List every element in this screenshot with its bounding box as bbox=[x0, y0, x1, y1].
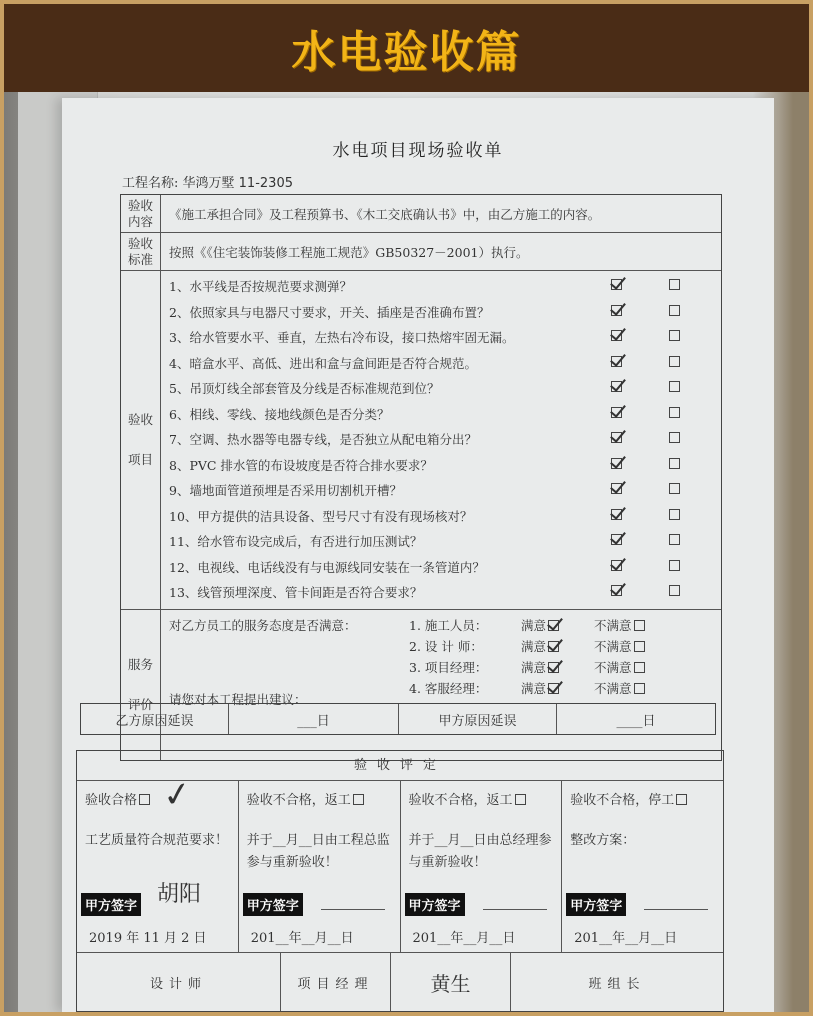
yes-option[interactable] bbox=[609, 456, 622, 471]
sign-label-3: 甲方签字 bbox=[405, 893, 465, 916]
service-label-2: 评价 bbox=[127, 697, 153, 712]
date-blank-4: 201__年__月__日 bbox=[574, 931, 678, 946]
no-option[interactable] bbox=[667, 507, 680, 522]
unsatisfied-option[interactable] bbox=[594, 679, 645, 697]
date-blank-2: 201__年__月__日 bbox=[250, 931, 354, 946]
fail-stop-column bbox=[562, 781, 723, 952]
fail-stop-text: 整改方案： bbox=[570, 833, 636, 848]
service-label bbox=[121, 610, 161, 760]
inspection-item-text: 6、相线、零线、接地线颜色是否分类？ bbox=[169, 406, 390, 422]
inspection-item bbox=[169, 430, 729, 449]
fail-stop-checkbox[interactable] bbox=[676, 794, 687, 805]
yes-checkbox[interactable] bbox=[611, 305, 622, 316]
inspection-item bbox=[169, 507, 729, 526]
unsatisfied-option[interactable] bbox=[594, 616, 645, 634]
satisfied-option[interactable] bbox=[521, 637, 559, 655]
staff-name: 4. 客服经理： bbox=[409, 681, 488, 696]
unsatisfied-checkbox[interactable] bbox=[634, 683, 645, 694]
unsatisfied-checkbox[interactable] bbox=[634, 641, 645, 652]
unsatisfied-label: 不满意 bbox=[594, 681, 632, 696]
delay-row bbox=[80, 703, 716, 735]
yes-checkbox[interactable] bbox=[611, 534, 622, 545]
inspection-item-text: 1、水平线是否按规范要求测弹？ bbox=[169, 279, 352, 294]
pass-check-mark: ✓ bbox=[160, 773, 195, 817]
inspection-item-text: 8、PVC 排水管的布设坡度是否符合排水要求？ bbox=[169, 457, 433, 473]
sign-line-2 bbox=[321, 909, 385, 910]
fail-rework-column-1 bbox=[239, 781, 401, 952]
pass-text: 工艺质量符合规范要求！ bbox=[85, 833, 229, 848]
banner bbox=[4, 4, 809, 92]
service-label-1: 服务 bbox=[127, 657, 153, 672]
fail-stop-label: 验收不合格，停工 bbox=[570, 793, 675, 808]
pass-heading bbox=[85, 789, 230, 808]
unsatisfied-label: 不满意 bbox=[594, 618, 632, 633]
yes-checkbox[interactable] bbox=[611, 381, 622, 392]
date-blank-3: 201__年__月__日 bbox=[412, 931, 516, 946]
standard-text: 按照《《住宅装饰装修工程施工规范》GB50327－2001）执行。 bbox=[169, 244, 529, 260]
satisfied-label: 满意 bbox=[521, 660, 547, 675]
inspection-item bbox=[169, 354, 729, 373]
designer-label: 设计师 bbox=[77, 953, 281, 1011]
sign-line-4 bbox=[644, 909, 708, 910]
service-staff-row bbox=[409, 637, 699, 657]
no-checkbox[interactable] bbox=[669, 585, 680, 596]
inspection-item bbox=[169, 558, 729, 577]
no-checkbox[interactable] bbox=[669, 432, 680, 443]
service-question: 对乙方员工的服务态度是否满意： bbox=[169, 618, 357, 633]
yes-option[interactable] bbox=[609, 379, 622, 394]
sign-label-2: 甲方签字 bbox=[243, 893, 303, 916]
satisfied-checkbox[interactable] bbox=[548, 683, 559, 694]
unsatisfied-option[interactable] bbox=[594, 637, 645, 655]
pass-column bbox=[77, 773, 239, 952]
party-b-delay-days: ___日 bbox=[229, 704, 399, 734]
acceptance-form bbox=[62, 98, 774, 1012]
no-option[interactable] bbox=[667, 532, 680, 547]
no-checkbox[interactable] bbox=[669, 560, 680, 571]
satisfied-checkbox[interactable] bbox=[548, 641, 559, 652]
satisfied-option[interactable] bbox=[521, 658, 559, 676]
inspection-item-text: 4、暗盒水平、高低、进出和盒与盒间距是否符合规范。 bbox=[169, 355, 477, 371]
no-checkbox[interactable] bbox=[669, 330, 680, 341]
no-checkbox[interactable] bbox=[669, 509, 680, 520]
project-label: 工程名称: bbox=[122, 176, 179, 191]
yes-option[interactable] bbox=[609, 277, 622, 292]
no-option[interactable] bbox=[667, 277, 680, 292]
party-b-delay-label: 乙方原因延误 bbox=[81, 704, 229, 734]
satisfied-label: 满意 bbox=[521, 681, 547, 696]
yes-checkbox[interactable] bbox=[611, 483, 622, 494]
project-value: 华鸿万墅 11-2305 bbox=[182, 176, 293, 191]
unsatisfied-label: 不满意 bbox=[594, 660, 632, 675]
fail-rework-label-1: 验收不合格，返工 bbox=[246, 793, 351, 808]
pm-label: 项目经理 bbox=[281, 953, 391, 1011]
inspection-item-text: 2、依照家具与电器尺寸要求，开关、插座是否准确布置？ bbox=[169, 304, 490, 320]
signoff-footer bbox=[77, 953, 723, 1011]
inspection-item bbox=[169, 456, 729, 475]
service-staff-row bbox=[409, 679, 699, 699]
fail-rework-label-2: 验收不合格，返工 bbox=[408, 793, 513, 808]
satisfied-checkbox[interactable] bbox=[548, 662, 559, 673]
inspection-item bbox=[169, 328, 729, 347]
satisfied-label: 满意 bbox=[521, 618, 547, 633]
fail-rework-column-2 bbox=[401, 781, 563, 952]
date-signed: 2019 年 11 月 2 日 bbox=[89, 931, 207, 946]
yes-option[interactable] bbox=[609, 303, 622, 318]
yes-option[interactable] bbox=[609, 328, 622, 343]
yes-option[interactable] bbox=[609, 583, 622, 598]
project-name-line bbox=[122, 172, 293, 191]
banner-title: 水电验收篇 bbox=[291, 27, 522, 78]
yes-option[interactable] bbox=[609, 558, 622, 573]
items-label bbox=[121, 271, 161, 609]
inspection-item-text: 3、给水管要水平、垂直，左热右冷布设，接口热熔牢固无漏。 bbox=[169, 330, 515, 345]
satisfied-checkbox[interactable] bbox=[548, 620, 559, 631]
no-option[interactable] bbox=[667, 456, 680, 471]
inspection-item bbox=[169, 405, 729, 424]
staff-name: 2. 设 计 师： bbox=[409, 639, 483, 654]
service-row bbox=[121, 610, 721, 760]
party-a-delay-label: 甲方原因延误 bbox=[399, 704, 557, 734]
no-checkbox[interactable] bbox=[669, 483, 680, 494]
content-row bbox=[121, 195, 721, 233]
assessment-title: 验收评定 bbox=[77, 751, 723, 781]
yes-checkbox[interactable] bbox=[611, 585, 622, 596]
fail-rework-heading-1 bbox=[247, 789, 392, 808]
document-photo bbox=[4, 92, 809, 1012]
party-a-delay-days: ____日 bbox=[616, 713, 656, 729]
assessment-table bbox=[76, 750, 724, 1012]
sign-line-3 bbox=[483, 909, 547, 910]
standard-label: 验收标准 bbox=[121, 233, 161, 270]
pm-signature: 黄生 bbox=[391, 953, 511, 1011]
service-evaluation bbox=[161, 610, 721, 760]
inspection-items bbox=[161, 271, 721, 609]
inspection-item bbox=[169, 481, 729, 500]
yes-option[interactable] bbox=[609, 507, 622, 522]
no-option[interactable] bbox=[667, 405, 680, 420]
no-option[interactable] bbox=[667, 303, 680, 318]
no-option[interactable] bbox=[667, 328, 680, 343]
no-option[interactable] bbox=[667, 430, 680, 445]
no-option[interactable] bbox=[667, 379, 680, 394]
yes-checkbox[interactable] bbox=[611, 407, 622, 418]
inspection-item-text: 7、空调、热水器等电器专线，是否独立从配电箱分出？ bbox=[169, 432, 477, 447]
no-checkbox[interactable] bbox=[669, 407, 680, 418]
inspection-item bbox=[169, 583, 729, 602]
staff-name: 1. 施工人员： bbox=[409, 618, 488, 633]
yes-option[interactable] bbox=[609, 481, 622, 496]
team-lead-label: 班组长 bbox=[588, 976, 646, 992]
inspection-item-text: 9、墙地面管道预埋是否采用切割机开槽？ bbox=[169, 483, 402, 498]
inspection-item-text: 11、给水管布设完成后，有否进行加压测试？ bbox=[169, 534, 423, 549]
yes-option[interactable] bbox=[609, 354, 622, 369]
no-option[interactable] bbox=[667, 354, 680, 369]
unsatisfied-checkbox[interactable] bbox=[634, 662, 645, 673]
inspection-table bbox=[120, 194, 722, 761]
no-checkbox[interactable] bbox=[669, 279, 680, 290]
yes-checkbox[interactable] bbox=[611, 330, 622, 341]
no-checkbox[interactable] bbox=[669, 534, 680, 545]
fail-stop-heading bbox=[570, 789, 715, 808]
yes-checkbox[interactable] bbox=[611, 560, 622, 571]
satisfied-option[interactable] bbox=[521, 616, 559, 634]
no-option[interactable] bbox=[667, 558, 680, 573]
inspection-item-text: 5、吊顶灯线全部套管及分线是否标准规范到位？ bbox=[169, 381, 440, 396]
pass-checkbox[interactable] bbox=[139, 794, 150, 805]
content-text: 《施工承担合同》及工程预算书、《木工交底确认书》中，由乙方施工的内容。 bbox=[169, 206, 601, 222]
items-row bbox=[121, 271, 721, 610]
staff-name: 3. 项目经理： bbox=[409, 660, 488, 675]
no-checkbox[interactable] bbox=[669, 356, 680, 367]
client-signature: 胡阳 bbox=[157, 882, 202, 907]
fail-rework-text-1: 并于__月__日由工程总监参与重新验收！ bbox=[246, 833, 390, 870]
content-label: 验收内容 bbox=[121, 195, 161, 232]
no-option[interactable] bbox=[667, 481, 680, 496]
inspection-item-text: 10、甲方提供的洁具设备、型号尺寸有没有现场核对？ bbox=[169, 508, 473, 524]
form-title: 水电项目现场验收单 bbox=[332, 141, 504, 161]
sign-label-4: 甲方签字 bbox=[566, 893, 626, 916]
unsatisfied-checkbox[interactable] bbox=[634, 620, 645, 631]
yes-checkbox[interactable] bbox=[611, 432, 622, 443]
service-staff-row bbox=[409, 616, 699, 636]
fail-rework-checkbox-2[interactable] bbox=[515, 794, 526, 805]
satisfied-label: 满意 bbox=[521, 639, 547, 654]
yes-checkbox[interactable] bbox=[611, 509, 622, 520]
yes-option[interactable] bbox=[609, 430, 622, 445]
fail-rework-text-2: 并于__月__日由总经理参与重新验收！ bbox=[408, 833, 552, 870]
fail-rework-checkbox-1[interactable] bbox=[353, 794, 364, 805]
satisfied-option[interactable] bbox=[521, 679, 559, 697]
unsatisfied-option[interactable] bbox=[594, 658, 645, 676]
no-option[interactable] bbox=[667, 583, 680, 598]
no-checkbox[interactable] bbox=[669, 458, 680, 469]
standard-row bbox=[121, 233, 721, 271]
unsatisfied-label: 不满意 bbox=[594, 639, 632, 654]
items-label-1: 验收 bbox=[127, 412, 153, 427]
fail-rework-heading-2 bbox=[409, 789, 554, 808]
yes-checkbox[interactable] bbox=[611, 279, 622, 290]
yes-option[interactable] bbox=[609, 532, 622, 547]
yes-option[interactable] bbox=[609, 405, 622, 420]
inspection-item bbox=[169, 277, 729, 296]
service-staff-row bbox=[409, 658, 699, 678]
inspection-item-text: 12、电视线、电话线没有与电源线同安装在一条管道内？ bbox=[169, 559, 485, 575]
items-label-2: 项目 bbox=[127, 452, 153, 467]
sign-label-1: 甲方签字 bbox=[81, 893, 141, 916]
inspection-item bbox=[169, 379, 729, 398]
inspection-item bbox=[169, 303, 729, 322]
inspection-item-text: 13、线管预埋深度、管卡间距是否符合要求？ bbox=[169, 585, 423, 600]
suggestion-prompt: 请您对本工程提出建议： bbox=[169, 692, 307, 707]
no-checkbox[interactable] bbox=[669, 305, 680, 316]
no-checkbox[interactable] bbox=[669, 381, 680, 392]
pass-label: 验收合格 bbox=[85, 793, 138, 808]
assessment-options bbox=[77, 773, 723, 953]
inspection-item bbox=[169, 532, 729, 551]
yes-checkbox[interactable] bbox=[611, 356, 622, 367]
yes-checkbox[interactable] bbox=[611, 458, 622, 469]
